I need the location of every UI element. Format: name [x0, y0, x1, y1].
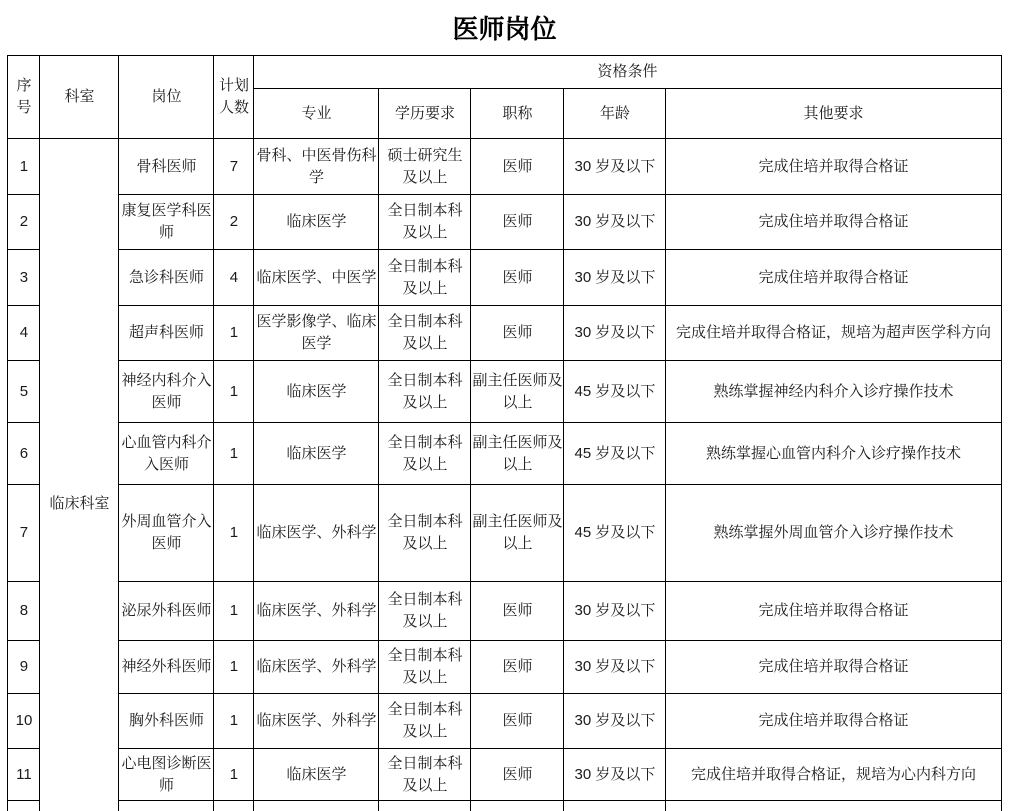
header-major: 专业	[254, 89, 379, 139]
row-number: 9	[8, 641, 40, 694]
count-cell: 1	[214, 582, 254, 641]
education-cell: 硕士研究生及以上	[379, 139, 471, 195]
table-row	[8, 582, 1001, 641]
other-cell: 完成住培并取得合格证	[666, 195, 1001, 250]
major-cell: 临床医学	[254, 749, 379, 801]
job-title-cell: 医师	[471, 582, 564, 641]
count-cell: 1	[214, 749, 254, 801]
empty-cell	[8, 801, 40, 811]
education-cell: 全日制本科及以上	[379, 250, 471, 306]
major-cell: 临床医学	[254, 423, 379, 485]
position-cell: 神经内科介入医师	[119, 361, 214, 423]
age-cell: 30 岁及以下	[564, 641, 666, 694]
table-row	[8, 749, 1001, 801]
count-cell: 1	[214, 485, 254, 582]
position-cell: 泌尿外科医师	[119, 582, 214, 641]
major-cell: 骨科、中医骨伤科学	[254, 139, 379, 195]
positions-table	[7, 55, 1001, 811]
major-cell: 临床医学	[254, 361, 379, 423]
table-row	[8, 694, 1001, 749]
table-row	[8, 423, 1001, 485]
position-cell: 急诊科医师	[119, 250, 214, 306]
count-cell: 1	[214, 423, 254, 485]
header-row-1	[8, 56, 1001, 89]
position-cell: 心电图诊断医师	[119, 749, 214, 801]
major-cell: 医学影像学、临床医学	[254, 306, 379, 361]
row-number: 6	[8, 423, 40, 485]
education-cell: 全日制本科及以上	[379, 641, 471, 694]
table-body	[8, 139, 1001, 811]
table-row	[8, 306, 1001, 361]
age-cell: 30 岁及以下	[564, 749, 666, 801]
education-cell: 全日制本科及以上	[379, 749, 471, 801]
other-cell: 完成住培并取得合格证	[666, 582, 1001, 641]
other-cell: 完成住培并取得合格证，规培为超声医学科方向	[666, 306, 1001, 361]
header-other: 其他要求	[666, 89, 1001, 139]
header-no: 序号	[8, 56, 40, 139]
age-cell: 30 岁及以下	[564, 250, 666, 306]
header-job-title: 职称	[471, 89, 564, 139]
major-cell: 临床医学、中医学	[254, 250, 379, 306]
count-cell: 1	[214, 694, 254, 749]
empty-cell	[254, 801, 379, 811]
job-title-cell: 医师	[471, 641, 564, 694]
table-row	[8, 485, 1001, 582]
major-cell: 临床医学、外科学	[254, 485, 379, 582]
job-title-cell: 医师	[471, 749, 564, 801]
table-row-clipped	[8, 801, 1001, 811]
major-cell: 临床医学、外科学	[254, 582, 379, 641]
age-cell: 30 岁及以下	[564, 582, 666, 641]
empty-cell	[471, 801, 564, 811]
major-cell: 临床医学、外科学	[254, 694, 379, 749]
row-number: 8	[8, 582, 40, 641]
empty-cell	[379, 801, 471, 811]
other-cell: 完成住培并取得合格证，规培为心内科方向	[666, 749, 1001, 801]
job-title-cell: 副主任医师及以上	[471, 361, 564, 423]
count-cell: 7	[214, 139, 254, 195]
header-education: 学历要求	[379, 89, 471, 139]
age-cell: 45 岁及以下	[564, 423, 666, 485]
page-title: 医师岗位	[452, 14, 557, 44]
other-cell: 熟练掌握神经内科介入诊疗操作技术	[666, 361, 1001, 423]
count-cell: 1	[214, 361, 254, 423]
empty-cell	[666, 801, 1001, 811]
department-cell: 临床科室	[40, 139, 119, 811]
education-cell: 全日制本科及以上	[379, 306, 471, 361]
row-number: 3	[8, 250, 40, 306]
position-cell: 骨科医师	[119, 139, 214, 195]
table-row	[8, 250, 1001, 306]
age-cell: 30 岁及以下	[564, 694, 666, 749]
major-cell: 临床医学	[254, 195, 379, 250]
age-cell: 45 岁及以下	[564, 361, 666, 423]
row-number: 1	[8, 139, 40, 195]
position-cell: 康复医学科医师	[119, 195, 214, 250]
other-cell: 完成住培并取得合格证	[666, 250, 1001, 306]
other-cell: 完成住培并取得合格证	[666, 641, 1001, 694]
position-cell: 胸外科医师	[119, 694, 214, 749]
age-cell: 30 岁及以下	[564, 306, 666, 361]
table-row	[8, 361, 1001, 423]
count-cell: 2	[214, 195, 254, 250]
row-number: 5	[8, 361, 40, 423]
education-cell: 全日制本科及以上	[379, 195, 471, 250]
age-cell: 30 岁及以下	[564, 139, 666, 195]
table-header	[8, 56, 1001, 139]
row-number: 4	[8, 306, 40, 361]
job-title-cell: 医师	[471, 139, 564, 195]
table-row	[8, 641, 1001, 694]
row-number: 10	[8, 694, 40, 749]
other-cell: 熟练掌握心血管内科介入诊疗操作技术	[666, 423, 1001, 485]
position-cell: 神经外科医师	[119, 641, 214, 694]
other-cell: 熟练掌握外周血管介入诊疗操作技术	[666, 485, 1001, 582]
job-title-cell: 副主任医师及以上	[471, 423, 564, 485]
age-cell: 45 岁及以下	[564, 485, 666, 582]
major-cell: 临床医学、外科学	[254, 641, 379, 694]
education-cell: 全日制本科及以上	[379, 582, 471, 641]
empty-cell	[564, 801, 666, 811]
row-number: 2	[8, 195, 40, 250]
header-department: 科室	[40, 56, 119, 139]
position-cell: 外周血管介入医师	[119, 485, 214, 582]
education-cell: 全日制本科及以上	[379, 485, 471, 582]
age-cell: 30 岁及以下	[564, 195, 666, 250]
count-cell: 1	[214, 641, 254, 694]
row-number: 11	[8, 749, 40, 801]
empty-cell	[214, 801, 254, 811]
header-planned-count: 计划人数	[214, 56, 254, 139]
empty-cell	[119, 801, 214, 811]
count-cell: 1	[214, 306, 254, 361]
table-row	[8, 139, 1001, 195]
job-title-cell: 副主任医师及以上	[471, 485, 564, 582]
header-position: 岗位	[119, 56, 214, 139]
other-cell: 完成住培并取得合格证	[666, 139, 1001, 195]
job-title-cell: 医师	[471, 694, 564, 749]
header-qualification: 资格条件	[254, 56, 1001, 89]
education-cell: 全日制本科及以上	[379, 361, 471, 423]
education-cell: 全日制本科及以上	[379, 694, 471, 749]
count-cell: 4	[214, 250, 254, 306]
row-number: 7	[8, 485, 40, 582]
table-row	[8, 195, 1001, 250]
header-age: 年龄	[564, 89, 666, 139]
job-title-cell: 医师	[471, 195, 564, 250]
position-cell: 超声科医师	[119, 306, 214, 361]
job-title-cell: 医师	[471, 306, 564, 361]
position-cell: 心血管内科介入医师	[119, 423, 214, 485]
job-title-cell: 医师	[471, 250, 564, 306]
other-cell: 完成住培并取得合格证	[666, 694, 1001, 749]
education-cell: 全日制本科及以上	[379, 423, 471, 485]
